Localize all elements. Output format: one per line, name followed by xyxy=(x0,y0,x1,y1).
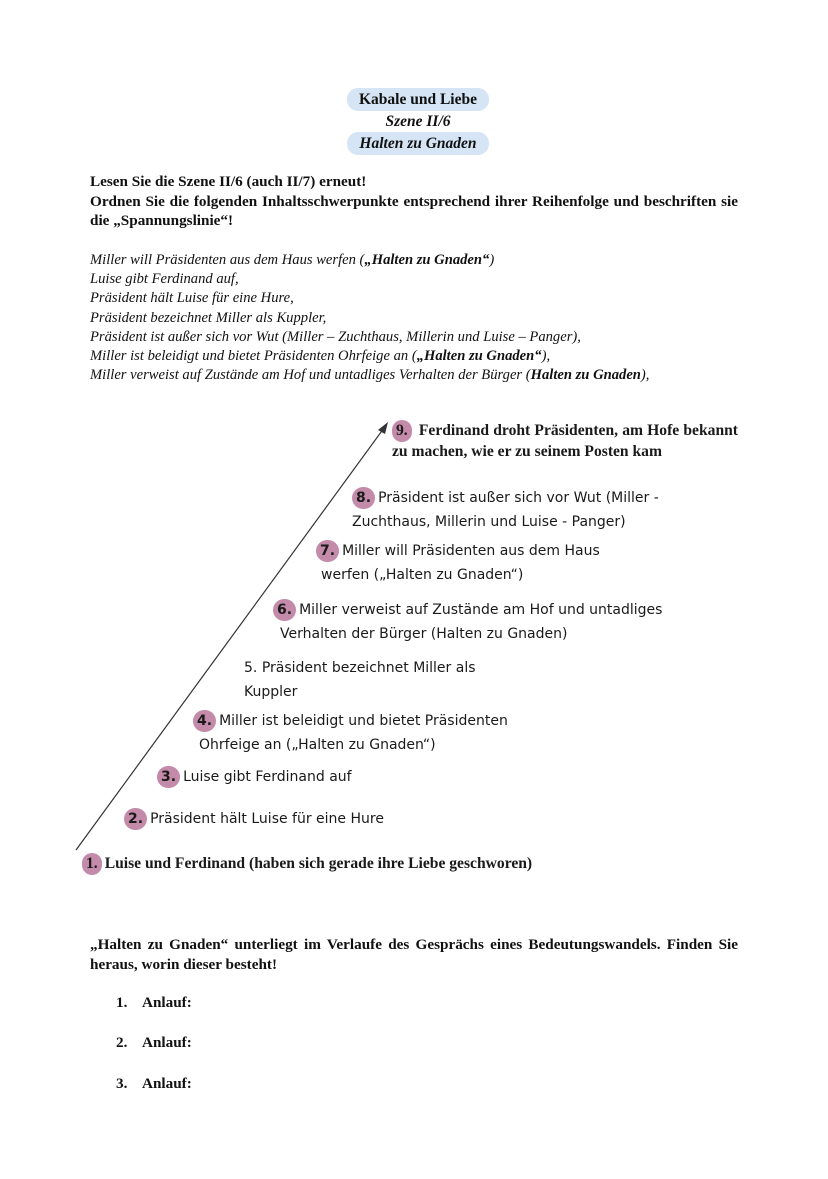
anlauf-1: 1. Anlauf: xyxy=(116,994,192,1011)
step-6 xyxy=(273,598,662,646)
step-number: 5. xyxy=(244,660,258,676)
step-text: Verhalten der Bürger (Halten zu Gnaden) xyxy=(280,626,568,642)
step-text: werfen („Halten zu Gnaden“) xyxy=(321,567,524,583)
list-item: Präsident bezeichnet Miller als Kuppler, xyxy=(90,309,327,326)
step-badge: 4. xyxy=(193,710,216,732)
question-text: „Halten zu Gnaden“ unterliegt im Verlaufe des Gesprächs eines Bedeutungswandels. Finden Sie heraus, worin dieser besteht! xyxy=(90,936,738,973)
task-line-1: Lesen Sie die Szene II/6 (auch II/7) erneut! xyxy=(90,173,367,190)
task-line-2: Ordnen Sie die folgenden Inhaltsschwerpunkte entsprechend ihrer Reihenfolge und beschriften sie die „Spannungslinie“! xyxy=(90,192,738,229)
step-2 xyxy=(124,807,384,831)
step-text: Miller verweist auf Zustände am Hof und untadliges xyxy=(299,602,663,618)
list-item: Miller will Präsidenten aus dem Haus werfen („Halten zu Gnaden“) xyxy=(90,252,495,268)
step-8 xyxy=(352,486,659,534)
list-item: Miller verweist auf Zustände am Hof und untadliges Verhalten der Bürger (Halten zu Gnaden), xyxy=(90,367,650,384)
list-item: Miller ist beleidigt und bietet Präsidenten Ohrfeige an („Halten zu Gnaden“), xyxy=(90,348,551,365)
step-badge: 3. xyxy=(157,766,180,788)
step-badge: 6. xyxy=(273,599,296,621)
step-text: Ohrfeige an („Halten zu Gnaden“) xyxy=(199,737,436,753)
step-badge: 8. xyxy=(352,487,375,509)
step-9 xyxy=(392,420,738,462)
subtitle: Halten zu Gnaden xyxy=(347,132,488,155)
title: Kabale und Liebe xyxy=(347,88,489,111)
step-badge: 9. xyxy=(392,420,412,442)
step-text: Luise gibt Ferdinand auf xyxy=(183,769,352,785)
step-text: Präsident bezeichnet Miller als xyxy=(261,660,476,676)
scene-label: Szene II/6 xyxy=(385,113,451,130)
step-7 xyxy=(316,539,600,587)
step-text: Kuppler xyxy=(244,684,298,700)
step-badge: 7. xyxy=(316,540,339,562)
step-5 xyxy=(244,656,476,704)
step-text: Präsident ist außer sich vor Wut (Miller - xyxy=(378,490,659,506)
step-text: Miller will Präsidenten aus dem Haus xyxy=(342,543,600,559)
step-text: Miller ist beleidigt und bietet Präsidenten xyxy=(219,713,508,729)
step-1 xyxy=(82,852,532,876)
anlauf-3: 3. Anlauf: xyxy=(116,1075,192,1092)
anlauf-2: 2. Anlauf: xyxy=(116,1034,192,1051)
list-item: Luise gibt Ferdinand auf, xyxy=(90,271,239,288)
step-4 xyxy=(193,709,508,757)
step-text: Zuchthaus, Millerin und Luise - Panger) xyxy=(352,514,626,530)
step-text: Ferdinand droht Präsidenten, am Hofe bekannt zu machen, wie er zu seinem Posten kam xyxy=(392,422,738,460)
step-badge: 2. xyxy=(124,808,147,830)
list-item: Präsident ist außer sich vor Wut (Miller – Zuchthaus, Millerin und Luise – Panger), xyxy=(90,328,581,345)
step-text: Luise und Ferdinand (haben sich gerade ihre Liebe geschworen) xyxy=(104,855,533,872)
step-badge: 1. xyxy=(82,853,102,875)
step-text: Präsident hält Luise für eine Hure xyxy=(150,811,384,827)
step-3 xyxy=(157,765,352,789)
list-item: Präsident hält Luise für eine Hure, xyxy=(90,290,294,307)
